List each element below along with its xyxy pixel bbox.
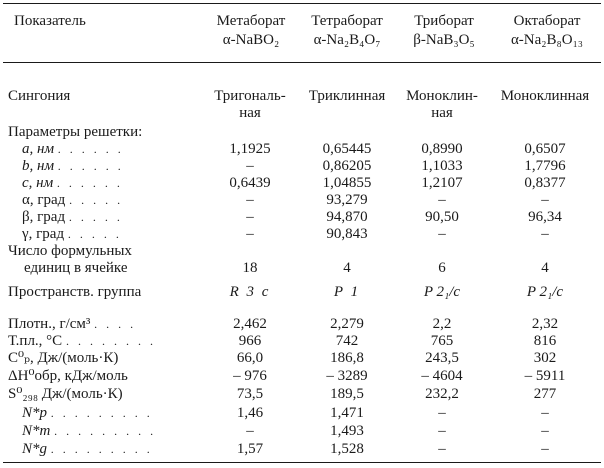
alpha-metaborate: – [246,192,254,208]
header-metaborate [206,12,296,50]
dh-tetraborate: – 3289 [326,368,368,384]
b-octaborate: 1,7796 [524,158,566,174]
space-group-triborate: P 2₁/c [423,284,461,300]
np-tetraborate: 1,471 [330,405,364,421]
alpha-triborate: – [438,192,446,208]
row-nm-text: N*m [22,423,51,439]
dh-metaborate: – 976 [233,368,267,384]
syngony-octaborate: Моноклинная [500,88,590,104]
syngony-triborate [396,88,488,122]
np-metaborate: 1,46 [236,405,264,421]
row-b-text: b, нм [22,158,55,174]
mp-tetraborate: 742 [335,333,359,349]
row-units-label [8,243,132,277]
b-tetraborate: 0,86205 [322,158,372,174]
header-metaborate-name: Метаборат [216,13,286,29]
beta-metaborate: – [246,209,254,225]
ng-octaborate: – [541,441,549,457]
s-tetraborate: 189,5 [330,386,364,402]
row-beta-text: β, град [22,209,66,225]
space-group-tetraborate: P 1 [333,284,361,300]
a-octaborate: 0,6507 [524,141,566,157]
gamma-octaborate: – [541,226,549,242]
syngony-metaborate-line1: Тригональ- [214,88,286,104]
units-tetraborate: 4 [343,260,351,276]
header-rule [3,62,601,63]
a-tetraborate: 0,65445 [322,141,372,157]
row-units-line1: Число формульных [8,243,132,259]
ng-triborate: – [438,441,446,457]
header-octaborate [492,12,602,50]
row-gamma-label: γ, град . . . . . [22,226,122,242]
c-triborate: 1,2107 [421,175,463,191]
s-triborate: 232,2 [425,386,459,402]
syngony-triborate-line1: Моноклин- [406,88,478,104]
row-syngony-label: Сингония [8,88,71,104]
row-a-text: a, нм [22,141,55,157]
row-dh-label: ΔH⁰обр, кДж/моль [8,368,128,384]
gamma-tetraborate: 90,843 [326,226,368,242]
row-alpha-text: α, град [22,192,66,208]
row-beta-label: β, град . . . . . [22,209,123,225]
row-units-line2: единиц в ячейке [24,260,128,276]
gamma-metaborate: – [246,226,254,242]
header-triborate-name: Триборат [414,13,474,29]
row-density-text: Плотн., г/см³ [8,316,91,332]
space-group-metaborate: R 3 c [229,284,271,300]
row-alpha-label: α, град . . . . . [22,192,124,208]
row-ng-text: N*g [22,441,48,457]
header-tetraborate-name: Тетраборат [311,13,383,29]
nm-octaborate: – [541,423,549,439]
header-octaborate-formula: α-Na₂B₈O₁₃ [510,32,584,48]
ng-tetraborate: 1,528 [330,441,364,457]
units-metaborate: 18 [242,260,258,276]
density-triborate: 2,2 [432,316,452,332]
np-triborate: – [438,405,446,421]
space-group-octaborate: P 2₁/c [526,284,564,300]
cp-triborate: 243,5 [425,350,459,366]
mp-octaborate: 816 [533,333,557,349]
header-triborate [398,12,490,50]
row-space-group-label: Пространств. группа [8,284,142,300]
nm-triborate: – [438,423,446,439]
dh-octaborate: – 5911 [524,368,566,384]
nm-metaborate: – [246,423,254,439]
row-np-label: N*p . . . . . . . . . [22,405,153,421]
c-octaborate: 0,8377 [524,175,566,191]
alpha-tetraborate: 93,279 [326,192,368,208]
row-mp-text: Т.пл., °С [8,333,63,349]
a-triborate: 0,8990 [421,141,463,157]
beta-tetraborate: 94,870 [326,209,368,225]
alpha-octaborate: – [541,192,549,208]
row-density-label: Плотн., г/см³ . . . . [8,316,137,332]
header-metaborate-formula: α-NaBO₂ [222,32,280,48]
header-triborate-formula: β-NaB₃O₅ [413,32,475,48]
row-mp-label: Т.пл., °С . . . . . . . . [8,333,156,349]
syngony-metaborate-line2: ная [239,105,261,121]
row-b-label: b, нм . . . . . . [22,158,124,174]
s-octaborate: 277 [533,386,557,402]
header-indicator: Показатель [14,13,86,29]
row-c-label: c, нм . . . . . . [22,175,123,191]
row-cp-label: C⁰ₚ, Дж/(моль·К) [8,350,119,366]
syngony-metaborate [208,88,292,122]
units-octaborate: 4 [541,260,549,276]
beta-octaborate: 96,34 [528,209,562,225]
mp-metaborate: 966 [238,333,262,349]
density-metaborate: 2,462 [233,316,267,332]
ng-metaborate: 1,57 [236,441,264,457]
syngony-triborate-line2: ная [431,105,453,121]
row-ng-label: N*g . . . . . . . . . [22,441,153,457]
mp-triborate: 765 [430,333,454,349]
lattice-params-title: Параметры решетки: [8,124,143,140]
row-nm-label: N*m . . . . . . . . . [22,423,157,439]
row-s-label: S⁰₂₉₈ Дж/(моль·К) [8,386,123,402]
density-tetraborate: 2,279 [330,316,364,332]
c-metaborate: 0,6439 [229,175,271,191]
b-triborate: 1,1033 [421,158,463,174]
header-tetraborate-formula: α-Na₂B₄O₇ [313,32,381,48]
dh-triborate: – 4604 [421,368,463,384]
header-octaborate-name: Октаборат [513,13,581,29]
table-bottom-rule [3,462,601,463]
table-top-rule [3,3,601,4]
row-a-label: a, нм . . . . . . [22,141,124,157]
cp-metaborate: 66,0 [236,350,264,366]
a-metaborate: 1,1925 [229,141,271,157]
row-c-text: c, нм [22,175,54,191]
s-metaborate: 73,5 [236,386,264,402]
header-tetraborate [298,12,396,50]
b-metaborate: – [246,158,254,174]
cp-octaborate: 302 [533,350,557,366]
beta-triborate: 90,50 [425,209,459,225]
cp-tetraborate: 186,8 [330,350,364,366]
row-gamma-text: γ, град [22,226,65,242]
row-np-text: N*p [22,405,48,421]
density-octaborate: 2,32 [531,316,559,332]
syngony-tetraborate: Триклинная [308,88,386,104]
units-triborate: 6 [438,260,446,276]
np-octaborate: – [541,405,549,421]
gamma-triborate: – [438,226,446,242]
c-tetraborate: 1,04855 [322,175,372,191]
nm-tetraborate: 1,493 [330,423,364,439]
